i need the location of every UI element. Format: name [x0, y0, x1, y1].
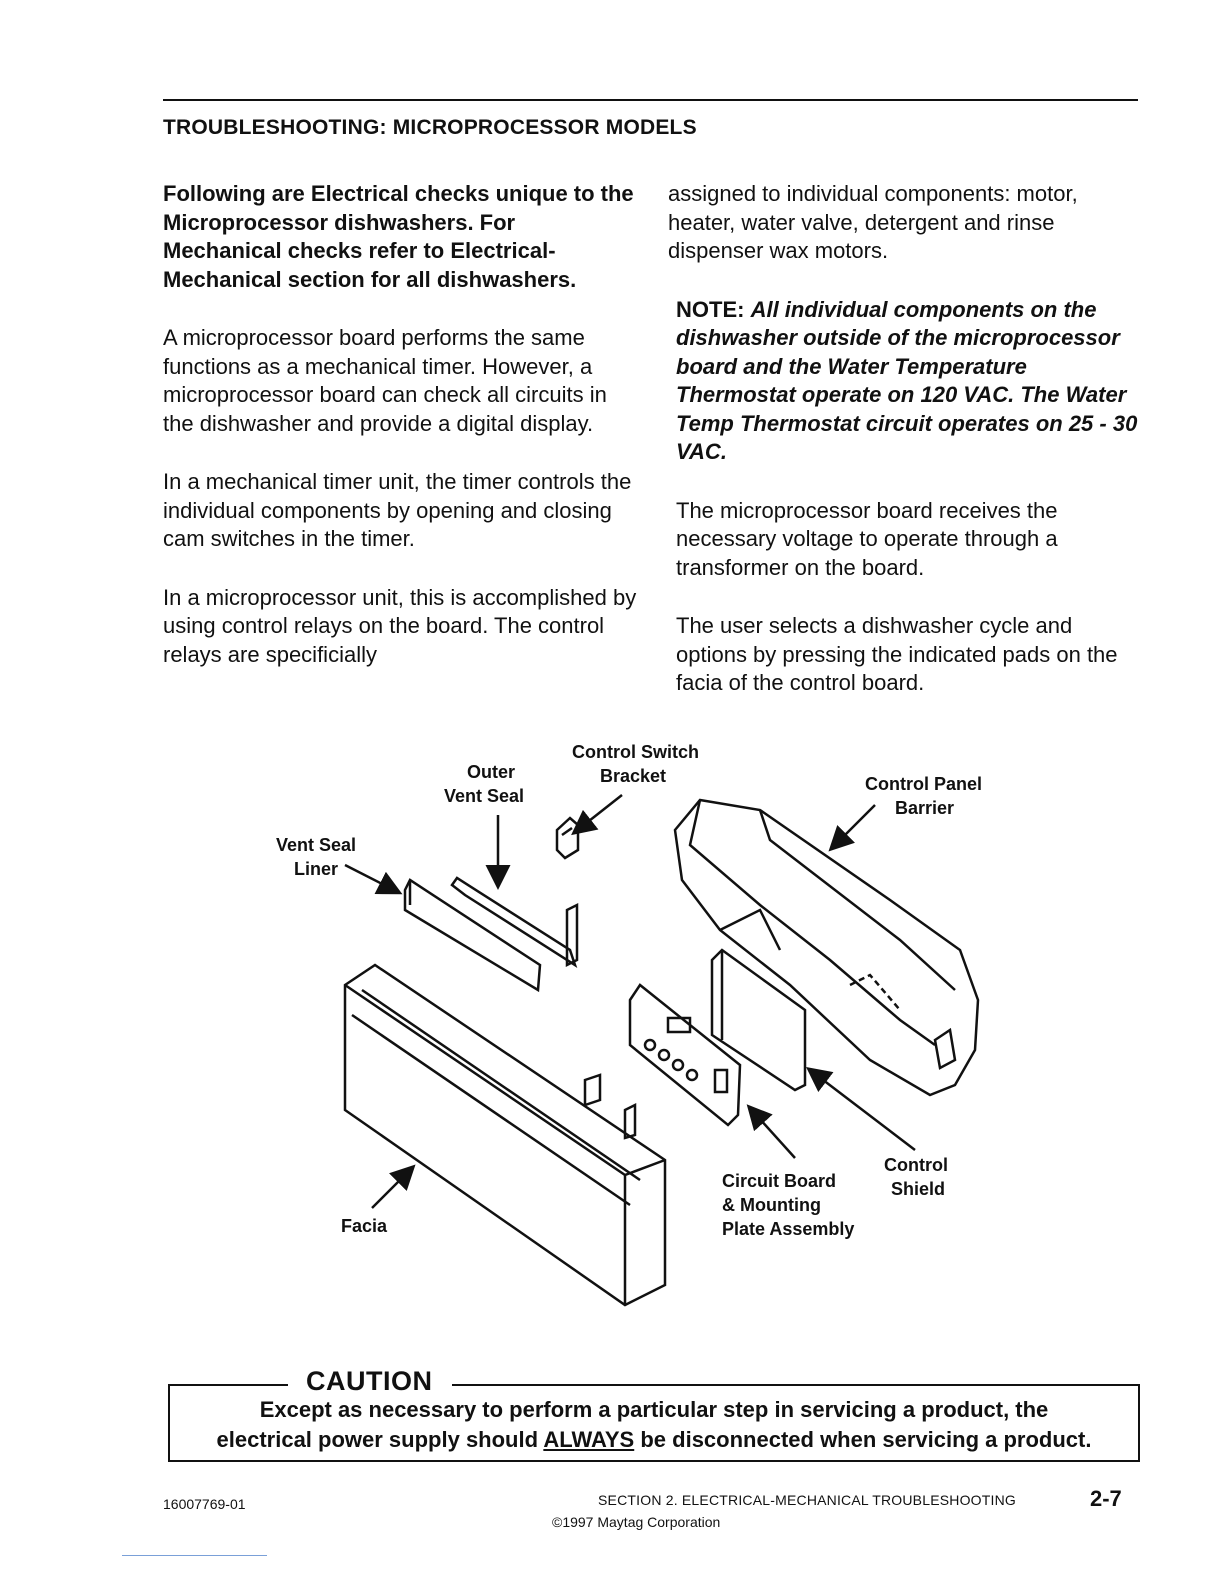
label-facia: Facia	[341, 1216, 388, 1236]
label-plate-assembly: Plate Assembly	[722, 1219, 855, 1239]
label-control-panel: Control Panel	[865, 774, 983, 794]
caution-line-2-post: be disconnected when servicing a product.	[640, 1427, 1092, 1452]
paragraph-mechanical-timer: In a mechanical timer unit, the timer controls the individual components by opening and closing cam switches in the timer.	[163, 469, 632, 551]
label-control: Control	[884, 1155, 948, 1175]
caution-line-1: Except as necessary to perform a particular step in servicing a product, the	[259, 1397, 1049, 1422]
paragraph-assigned-components: assigned to individual components: motor, heater, water valve, detergent and rinse dispenser wax motors.	[668, 181, 1078, 263]
label-circuit-board: Circuit Board	[722, 1171, 837, 1191]
paragraph-user-selects: The user selects a dishwasher cycle and options by pressing the indicated pads on the facia of the control board.	[676, 613, 1118, 695]
label-control-switch: Control Switch	[572, 742, 699, 762]
caution-top-line-left	[168, 1384, 288, 1386]
label-vent-seal-liner-1: Vent Seal	[276, 835, 357, 855]
label-vent-seal: Vent Seal	[444, 786, 525, 806]
control-shield-arrow	[810, 1070, 915, 1150]
caution-top-line-right	[452, 1384, 1140, 1386]
label-outer: Outer	[467, 762, 516, 782]
bracket-arrow	[575, 795, 622, 832]
clip-part	[585, 1075, 600, 1105]
label-mounting: & Mounting	[722, 1195, 821, 1215]
vent-seal-liner-part	[405, 880, 540, 990]
blue-rule	[122, 1555, 267, 1556]
note-label: NOTE:	[676, 296, 745, 322]
label-bracket: Bracket	[600, 766, 667, 786]
label-barrier: Barrier	[895, 798, 955, 818]
control-panel-barrier-arrow	[832, 805, 875, 848]
copyright: ©1997 Maytag Corporation	[552, 1514, 721, 1530]
caution-line-2-pre: electrical power supply should	[216, 1427, 539, 1452]
page-number: 2-7	[1090, 1486, 1122, 1511]
label-vent-seal-liner-2: Liner	[294, 859, 339, 879]
facia-part	[345, 965, 665, 1305]
caution-line-2	[170, 1425, 1138, 1455]
facia-arrow	[372, 1168, 412, 1208]
intro-paragraph: Following are Electrical checks unique to the Microprocessor dishwashers. For Mechanical checks refer to Electrical-Mechanical section for all dishwashers.	[163, 181, 634, 292]
paragraph-microprocessor-board: A microprocessor board performs the same functions as a mechanical timer. However, a microprocessor board can check all circuits in the dishwasher and provide a digital display.	[163, 325, 607, 436]
paragraph-transformer: The microprocessor board receives the necessary voltage to operate through a transformer on the board.	[676, 497, 1058, 580]
label-shield: Shield	[891, 1179, 946, 1199]
caution-text	[170, 1395, 1138, 1455]
section-title: TROUBLESHOOTING: MICROPROCESSOR MODELS	[163, 116, 697, 139]
control-switch-bracket-part	[557, 818, 578, 858]
footer-section: SECTION 2. ELECTRICAL-MECHANICAL TROUBLESHOOTING	[598, 1492, 1017, 1508]
note-text: All individual components on the dishwasher outside of the microprocessor board and the Water Temperature Thermostat operate on 120 VAC. The Water Temp Thermostat circuit operates on 25 - 30 VAC.	[676, 296, 1138, 464]
doc-number: 16007769-01	[163, 1496, 246, 1512]
caution-always: ALWAYS	[543, 1427, 635, 1452]
circuit-board-arrow	[750, 1108, 795, 1158]
caution-title: CAUTION	[300, 1366, 439, 1397]
paragraph-microprocessor-unit: In a microprocessor unit, this is accomplished by using control relays on the board. The control relays are specificially	[163, 584, 637, 667]
vent-seal-liner-arrow	[345, 865, 398, 892]
